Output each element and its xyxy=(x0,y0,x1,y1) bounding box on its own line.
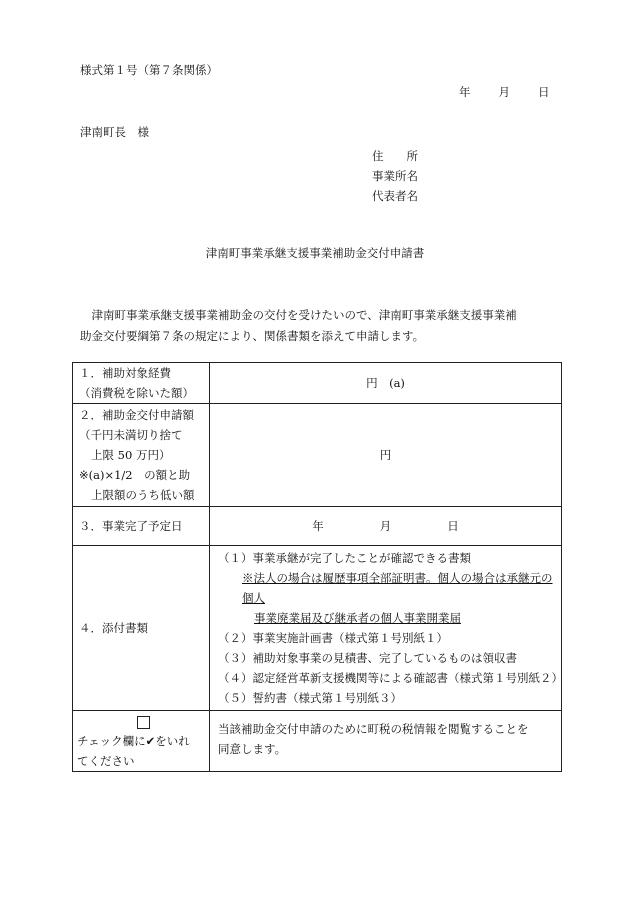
attachment-item-3: （３）補助対象事業の見積書、完了しているものは領収書 xyxy=(218,651,517,665)
consent-checkbox[interactable] xyxy=(137,716,150,729)
document-title: 津南町事業承継支援事業補助金交付申請書 xyxy=(205,246,425,260)
sender-rep-label: 代表者名 xyxy=(372,189,418,203)
date-month: 月 xyxy=(498,85,510,99)
sender-block xyxy=(372,146,418,206)
date-day: 日 xyxy=(538,85,550,99)
date-line xyxy=(459,84,550,100)
label-completion-date: ３．事業完了予定日 xyxy=(73,507,210,546)
body-line-2: 助金交付要綱第７条の規定により、関係書類を添えて申請します。 xyxy=(80,329,425,343)
attachment-item-5: （５）誓約書（様式第１号別紙３） xyxy=(218,691,402,705)
form-number: 様式第１号（第７条関係） xyxy=(80,63,218,77)
sender-address-label: 住 所 xyxy=(372,149,418,163)
attachment-item-4: （４）認定経営革新支援機関等による確認書（様式第１号別紙２） xyxy=(218,671,563,685)
attachment-item-1: （１）事業承継が完了したことが確認できる書類 xyxy=(218,551,471,565)
value-requested-amount[interactable]: 円 xyxy=(210,404,562,507)
row-completion-date xyxy=(73,507,562,546)
body-line-1: 津南町事業承継支援事業補助金の交付を受けたいので、津南町事業承継支援事業補 xyxy=(91,308,517,322)
date-year: 年 xyxy=(459,85,471,99)
value-completion-date[interactable]: 年 月 日 xyxy=(210,507,562,546)
addressee: 津南町長 様 xyxy=(80,125,149,139)
value-subsidy-cost[interactable]: 円 (a) xyxy=(210,363,562,404)
label-subsidy-cost: １．補助対象経費 （消費税を除いた額） xyxy=(73,363,210,404)
row-tax-consent xyxy=(73,711,562,772)
attachment-note-2: 事業廃業届及び継承者の個人事業開業届 xyxy=(254,611,461,625)
application-form-table xyxy=(72,362,562,772)
attachment-item-2: （２）事業実施計画書（様式第１号別紙１） xyxy=(218,631,448,645)
label-requested-amount: ２．補助金交付申請額 （千円未満切り捨て 上限 50 万円） ※(a)×1/2 の額と助 上限額のうち低い額 xyxy=(73,404,210,507)
row-attachments xyxy=(73,546,562,711)
label-attachments: ４．添付書類 xyxy=(73,546,210,711)
attachment-note-1: ※法人の場合は履歴事項全部証明書。個人の場合は承継元の個人 xyxy=(242,571,553,605)
consent-text: 当該補助金交付申請のために町税の税情報を閲覧することを 同意します。 xyxy=(210,711,562,772)
label-consent-check: チェック欄に✔をいれ てください xyxy=(73,711,210,772)
body-text xyxy=(80,305,560,347)
attachments-list xyxy=(210,546,562,711)
sender-office-label: 事業所名 xyxy=(372,169,418,183)
row-requested-amount xyxy=(73,404,562,507)
row-subsidy-cost xyxy=(73,363,562,404)
